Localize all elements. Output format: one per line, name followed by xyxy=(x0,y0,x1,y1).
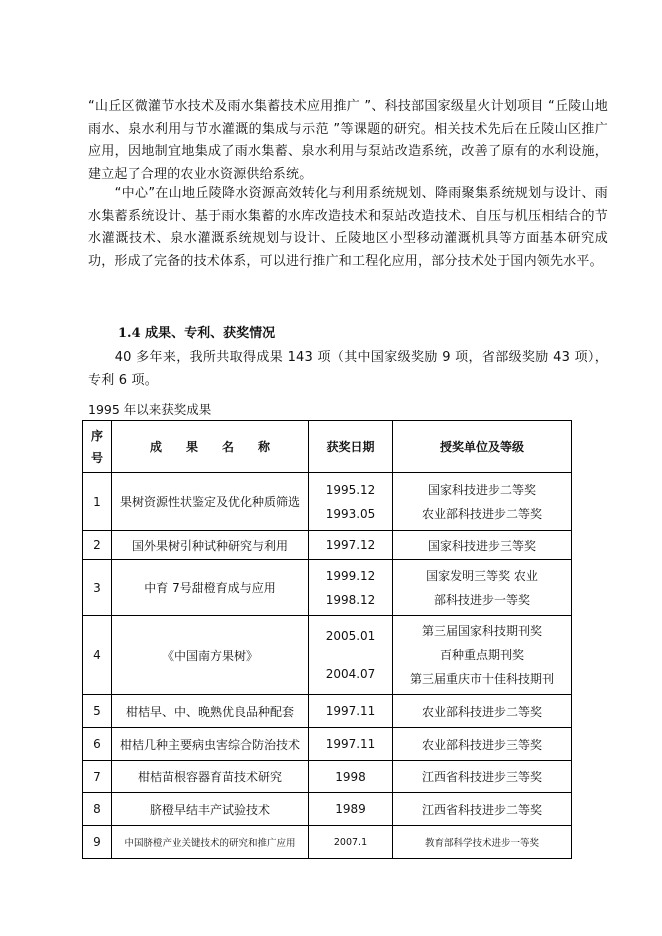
row-dates xyxy=(309,473,393,531)
row-name: 柑桔几种主要病虫害综合防治技术 xyxy=(112,728,309,761)
row-award: 国家发明三等奖 农业 xyxy=(426,568,538,583)
header-result-name: 成 果 名 称 xyxy=(112,421,309,473)
row-name: 果树资源性状鉴定及优化种质筛选 xyxy=(112,473,309,531)
table-row xyxy=(83,473,572,531)
row-name: 脐橙早结丰产试验技术 xyxy=(112,793,309,826)
row-date: 2007.1 xyxy=(309,826,393,859)
section-heading: 1.4 成果、专利、获奖情况 xyxy=(118,326,276,341)
table-row xyxy=(83,826,572,859)
row-no: 7 xyxy=(83,761,112,793)
section-text: 40 多年来，我所共取得成果 143 项（其中国家级奖励 9 项，省部级奖励 43 项），专利 6 项。 xyxy=(88,350,608,388)
row-name: 柑桔苗根容器育苗技术研究 xyxy=(112,761,309,793)
table-header-row xyxy=(83,421,572,473)
table-row xyxy=(83,560,572,616)
row-award: 部科技进步一等奖 xyxy=(433,592,530,607)
row-awards xyxy=(393,560,572,616)
row-award: 江西省科技进步三等奖 xyxy=(393,761,572,793)
paragraph-1: “山丘区微灌节水技术及雨水集蓄技术应用推广 ”、科技部国家级星火计划项目 “丘陵山地雨水、泉水利用与节水灌溉的集成与示范 ”等课题的研究。相关技术先后在丘陵山区推广应用，因地制宜地集成了雨水集蓄、泉水利用与泵站改造系统，改善了原有的水利设施，建立起了合理的农业水资源供给系统。 xyxy=(88,99,608,182)
table-row xyxy=(83,728,572,761)
row-no: 2 xyxy=(83,531,112,560)
header-no-line-1: 序 xyxy=(90,428,103,443)
row-no: 5 xyxy=(83,695,112,728)
row-no: 6 xyxy=(83,728,112,761)
row-awards xyxy=(393,616,572,695)
row-date: 1997.11 xyxy=(309,728,393,761)
row-date: 1993.05 xyxy=(325,506,376,521)
row-date: 1997.12 xyxy=(309,531,393,560)
table-row xyxy=(83,616,572,695)
row-name: 柑桔早、中、晚熟优良品种配套 xyxy=(112,695,309,728)
row-date: 1998 xyxy=(309,761,393,793)
row-award: 农业部科技进步二等奖 xyxy=(393,695,572,728)
awards-table xyxy=(82,420,572,859)
row-award: 百种重点期刊奖 xyxy=(439,648,524,662)
row-no: 1 xyxy=(83,473,112,531)
row-award: 第三届重庆市十佳科技期刊 xyxy=(409,672,554,686)
row-date: 1999.12 xyxy=(325,568,376,583)
row-awards xyxy=(393,473,572,531)
row-date: 2004.07 xyxy=(325,667,376,681)
table-row xyxy=(83,793,572,826)
row-award: 教育部科学技术进步一等奖 xyxy=(393,826,572,859)
row-date: 1997.11 xyxy=(309,695,393,728)
row-award: 江西省科技进步二等奖 xyxy=(393,793,572,826)
table-row xyxy=(83,761,572,793)
row-award: 第三届国家科技期刊奖 xyxy=(421,624,542,638)
table-caption: 1995 年以来获奖成果 xyxy=(88,402,212,417)
row-date: 1995.12 xyxy=(325,482,376,497)
row-date: 1998.12 xyxy=(325,592,376,607)
row-no: 8 xyxy=(83,793,112,826)
row-date: 1989 xyxy=(309,793,393,826)
row-dates xyxy=(309,616,393,695)
row-name: 中国脐橙产业关键技术的研究和推广应用 xyxy=(112,826,309,859)
table-row xyxy=(83,531,572,560)
row-name: 中育 7号甜橙育成与应用 xyxy=(112,560,309,616)
paragraph-2: “中心”在山地丘陵降水资源高效转化与利用系统规划、降雨聚集系统规划与设计、雨水集蓄系统设计、基于雨水集蓄的水库改造技术和泵站改造技术、自压与机压相结合的节水灌溉技术、泉水灌溉系统规划与设计、丘陵地区小型移动灌溉机具等方面基本研究成功，形成了完备的技术体系，可以进行推广和工程化应用，部分技术处于国内领先水平。 xyxy=(88,186,608,269)
row-name: 国外果树引种试种研究与利用 xyxy=(112,531,309,560)
row-no: 9 xyxy=(83,826,112,859)
row-date: 2005.01 xyxy=(325,629,376,643)
header-no xyxy=(83,421,112,473)
header-award-date: 获奖日期 xyxy=(309,421,393,473)
table-row xyxy=(83,695,572,728)
row-no: 4 xyxy=(83,616,112,695)
header-award-unit: 授奖单位及等级 xyxy=(393,421,572,473)
row-dates xyxy=(309,560,393,616)
row-name: 《中国南方果树》 xyxy=(112,616,309,695)
row-award: 农业部科技进步三等奖 xyxy=(393,728,572,761)
header-no-line-2: 号 xyxy=(90,450,103,465)
row-no: 3 xyxy=(83,560,112,616)
row-award: 农业部科技进步二等奖 xyxy=(421,506,542,521)
row-award: 国家科技进步二等奖 xyxy=(427,482,536,497)
row-award: 国家科技进步三等奖 xyxy=(393,531,572,560)
